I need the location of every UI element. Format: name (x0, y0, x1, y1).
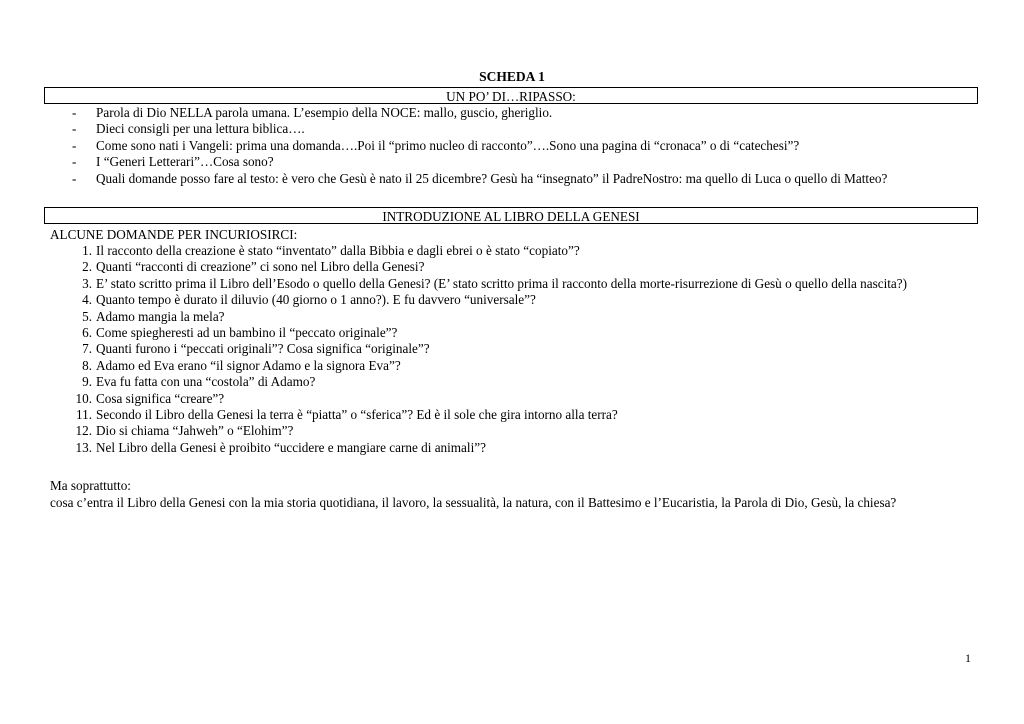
item-text: Adamo mangia la mela? (96, 308, 225, 324)
item-text: Come spiegheresti ad un bambino il “peccato originale”? (96, 325, 398, 341)
item-text: Nel Libro della Genesi è proibito “uccidere e mangiare carne di animali”? (96, 439, 486, 455)
item-text: Dio si chiama “Jahweh” o “Elohim”? (96, 423, 294, 439)
item-number: 13. (75, 439, 92, 455)
item-number: 10. (75, 390, 92, 406)
item-text: Quanti furono i “peccati originali”? Cosa significa “originale”? (96, 341, 430, 357)
ripasso-list (44, 105, 984, 187)
list-item (44, 440, 946, 456)
item-number: 11. (76, 407, 92, 423)
section-heading-genesi (44, 207, 978, 224)
list-item (44, 374, 946, 390)
item-number: 1. (82, 243, 92, 258)
list-item: - I “Generi Letterari”…Cosa sono? (44, 154, 984, 170)
list-item (44, 358, 946, 374)
list-item: - Dieci consigli per una lettura biblica…. (44, 121, 984, 137)
item-text: Quanti “racconti di creazione” ci sono nel Libro della Genesi? (96, 259, 425, 275)
list-item (44, 259, 946, 275)
item-number: 7. (82, 341, 92, 357)
list-item (44, 243, 946, 259)
list-item (44, 423, 946, 439)
item-text: Adamo ed Eva erano “il signor Adamo e la signora Eva”? (96, 357, 401, 373)
list-item (44, 391, 946, 407)
closing-text: cosa c’entra il Libro della Genesi con la mia storia quotidiana, il lavoro, la sessualità, la natura, con il Battesimo e l’Eucaristia, la Parola di Dio, Gesù, la chiesa? (50, 495, 897, 510)
list-item (44, 276, 946, 292)
list-item (44, 407, 946, 423)
item-number: 2. (82, 259, 92, 275)
page-title: SCHEDA 1 (479, 69, 545, 84)
section-heading-ripasso (44, 87, 978, 104)
list-item (44, 292, 946, 308)
list-item: - Quali domande posso fare al testo: è vero che Gesù è nato il 25 dicembre? Gesù ha “insegnato” il PadreNostro: ma quello di Luca o quello di Matteo? (44, 171, 984, 187)
item-text: Eva fu fatta con una “costola” di Adamo? (96, 374, 316, 390)
list-item: - Parola di Dio NELLA parola umana. L’esempio della NOCE: mallo, guscio, gheriglio. (44, 105, 984, 121)
item-text: Secondo il Libro della Genesi la terra è “piatta” o “sferica”? Ed è il sole che gira intorno alla terra? (96, 407, 618, 423)
item-number: 12. (75, 423, 92, 439)
list-item (44, 325, 946, 341)
section-heading-text: INTRODUZIONE AL LIBRO DELLA GENESI (382, 209, 640, 224)
list-item (44, 309, 946, 325)
item-text: Il racconto della creazione è stato “inventato” dalla Bibbia e dagli ebrei o è stato “copiato”? (96, 243, 580, 258)
questions-list (44, 243, 946, 456)
item-text: Quanto tempo è durato il diluvio (40 giorno o 1 anno?). E fu davvero “universale”? (96, 292, 536, 308)
item-number: 4. (82, 292, 92, 308)
item-text: Cosa significa “creare”? (96, 390, 225, 406)
list-item (44, 341, 946, 357)
item-number: 6. (82, 325, 92, 341)
list-item: - Come sono nati i Vangeli: prima una domanda….Poi il “primo nucleo di racconto”….Sono una pagina di “cronaca” o di “catechesi”? (44, 138, 984, 154)
item-number: 9. (82, 374, 92, 390)
closing-label: Ma soprattutto: (50, 478, 131, 493)
item-text: E’ stato scritto prima il Libro dell’Esodo o quello della Genesi? (E’ stato scritto prima il racconto della morte-risurrezione di Gesù o quello della nascita?) (96, 275, 908, 291)
section-heading-text: UN PO’ DI…RIPASSO: (446, 89, 576, 104)
item-number: 5. (82, 308, 92, 324)
item-number: 3. (82, 275, 92, 291)
item-number: 8. (82, 357, 92, 373)
questions-intro: ALCUNE DOMANDE PER INCURIOSIRCI: (50, 227, 298, 242)
page-number: 1 (965, 651, 971, 665)
